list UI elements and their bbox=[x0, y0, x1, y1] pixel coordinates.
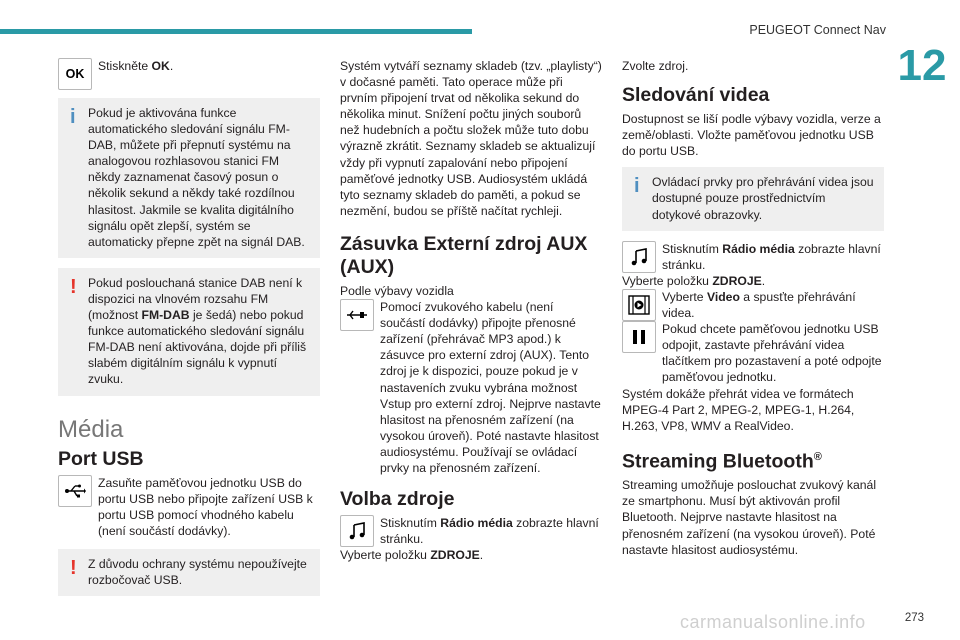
aux-jack-icon bbox=[340, 299, 374, 331]
heading-bluetooth-streaming: Streaming Bluetooth® bbox=[622, 450, 822, 473]
warning-note-dab: ! Pokud poslouchaná stanice DAB není k dispozici na vlnovém rozsahu FM (možnost FM-DAB je šedá) nebo pokud funkce automatického sledování signálu FM-DAB není aktivována, dojde při příliš slabém digitálním signálu k vypnutí zvuku. bbox=[58, 268, 320, 396]
choose-source-text: Zvolte zdroj. bbox=[622, 59, 689, 73]
info-note-fm-dab: i Pokud je aktivována funkce automatického sledování signálu FM-DAB, můžete při přepnutí systému na analogovou rozhlasovou stanici FM někdy zaznamenat časový posun o několik sekund a někdy také rozdílnou hlasitost. Jakmile se kvalita digitálního signálu opět zlepší, systém se automaticky přepne zpět na signál DAB. bbox=[58, 98, 320, 258]
aux-intro: Podle výbavy vozidla bbox=[340, 283, 454, 298]
video-step-1 bbox=[622, 241, 884, 273]
video-step-3 bbox=[622, 289, 884, 321]
info-note-video: i Ovládací prvky pro přehrávání videa jsou dostupné pouze prostřednictvím dotykové obrazovky. bbox=[622, 167, 884, 230]
source-step bbox=[340, 515, 602, 547]
section-heading-media: Média bbox=[58, 415, 124, 443]
pause-icon bbox=[622, 321, 656, 353]
music-note-icon bbox=[622, 241, 656, 273]
heading-video: Sledování videa bbox=[622, 84, 770, 107]
page-number: 273 bbox=[904, 612, 924, 624]
ok-step-text: Stiskněte OK. bbox=[98, 59, 174, 73]
ok-step bbox=[58, 58, 320, 90]
watermark: carmanualsonline.info bbox=[680, 612, 866, 632]
bluetooth-text: Streaming umožňuje poslouchat zvukový kanál ze smartphonu. Musí být aktivován profil Bluetooth. Nejprve nastavte hlasitost na přenosném zařízení (na vysokou úroveň). Poté nastavte hlasitost audiosystému. bbox=[622, 478, 877, 557]
video-step-4-text: Pokud chcete paměťovou jednotku USB odpojit, zastavte přehrávání videa tlačítkem pro pozastavení a poté odpojte paměťovou jednotku. bbox=[662, 322, 882, 385]
video-step-3-text: Vyberte Video a spusťte přehrávání videa. bbox=[662, 289, 856, 321]
source-step-text: Stisknutím Rádio média zobrazte hlavní stránku. bbox=[380, 516, 599, 547]
video-step-2-text: Vyberte položku ZDROJE. bbox=[622, 273, 766, 288]
aux-step-text: Pomocí zvukového kabelu (není součástí dodávky) připojte přenosné zařízení (přehrávač MP3 apod.) k zásuvce pro externí zdroj (AUX). Tento zdroj je k dispozici, pouze pokud je v nastaveních zvuku vybrána možnost Vstup pro externí zdroj. Nejprve nastavte hlasitost na přenosném zařízení (na vysokou úroveň). Poté nastavte hlasitost audiosystému. Používají se ovládací prvky na přenosném zařízení. bbox=[380, 300, 601, 475]
video-step-1-text: Stisknutím Rádio média zobrazte hlavní stránku. bbox=[662, 241, 881, 272]
info-icon: i bbox=[70, 106, 76, 128]
playlist-text: Systém vytváří seznamy skladeb (tzv. „playlisty“) v dočasné paměti. Tato operace může při prvním připojení trvat od několika sekund do několika minut. Snížení počtu jiných souborů než hudebních a počtu složek může tuto dobu výrazně zkrátit. Seznamy skladeb se aktualizují vždy při vypnutí zapalování nebo připojení paměťové jednotky USB. Audiosystém ukládá tyto seznamy skladeb do paměti, a pokud se nezmění, budou se příště načítat rychleji. bbox=[340, 59, 602, 218]
heading-usb-port: Port USB bbox=[58, 447, 144, 470]
music-note-icon bbox=[340, 515, 374, 547]
warning-icon: ! bbox=[70, 275, 77, 298]
warning-note-usb-hub: ! Z důvodu ochrany systému nepoužívejte rozbočovač USB. bbox=[58, 549, 320, 596]
usb-step-text: Zasuňte paměťovou jednotku USB do portu USB nebo připojte zařízení USB k portu USB pomocí vhodného kabelu (není součástí dodávky). bbox=[98, 475, 313, 538]
header-title: PEUGEOT Connect Nav bbox=[749, 23, 886, 37]
video-play-icon bbox=[622, 289, 656, 321]
usb-icon bbox=[58, 475, 92, 507]
ok-button-icon: OK bbox=[58, 58, 92, 90]
heading-aux: Zásuvka Externí zdroj AUX (AUX) bbox=[340, 232, 588, 278]
top-accent-bar bbox=[0, 29, 472, 34]
video-step-4 bbox=[622, 321, 884, 385]
column-left bbox=[58, 58, 320, 606]
video-text: Dostupnost se liší podle výbavy vozidla, verze a země/oblasti. Vložte paměťovou jednotku USB do portu USB. bbox=[622, 112, 881, 159]
warning-icon: ! bbox=[70, 556, 77, 579]
usb-step bbox=[58, 475, 320, 539]
chapter-number: 12 bbox=[897, 41, 947, 90]
column-right bbox=[622, 58, 884, 558]
video-formats-text: Systém dokáže přehrát videa ve formátech MPEG-4 Part 2, MPEG-2, MPEG-1, H.264, H.263, VP8, WMV a RealVideo. bbox=[622, 386, 855, 433]
aux-step bbox=[340, 299, 602, 476]
heading-source: Volba zdroje bbox=[340, 488, 455, 511]
info-icon: i bbox=[634, 175, 640, 198]
column-middle bbox=[340, 58, 602, 563]
source-select-text: Vyberte položku ZDROJE. bbox=[340, 548, 484, 563]
